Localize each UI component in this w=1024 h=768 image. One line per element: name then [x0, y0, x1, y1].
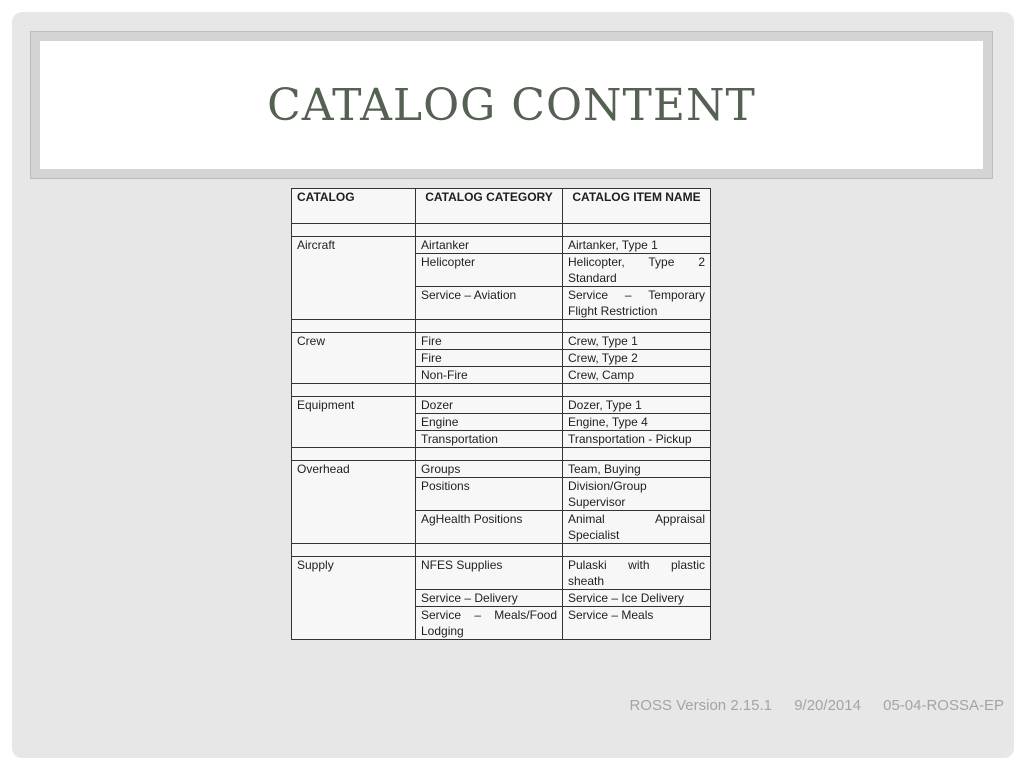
spacer-cell	[416, 448, 563, 461]
table-row	[292, 333, 711, 350]
category-cell: AgHealth Positions	[416, 511, 563, 544]
spacer-cell	[416, 544, 563, 557]
item-name-cell: Pulaski with plastic sheath	[563, 557, 711, 590]
spacer-cell	[563, 544, 711, 557]
spacer-cell	[292, 544, 416, 557]
item-name-cell: Airtanker, Type 1	[563, 237, 711, 254]
category-cell: Helicopter	[416, 254, 563, 287]
item-name-cell: Dozer, Type 1	[563, 397, 711, 414]
table-row	[292, 237, 711, 254]
category-cell: Service – Meals/Food Lodging	[416, 607, 563, 640]
item-name-cell: Engine, Type 4	[563, 414, 711, 431]
category-cell: Groups	[416, 461, 563, 478]
category-cell: Dozer	[416, 397, 563, 414]
category-cell: Airtanker	[416, 237, 563, 254]
table-spacer-row	[292, 544, 711, 557]
table-spacer-row	[292, 320, 711, 333]
catalog-table	[291, 188, 711, 640]
header-catalog-item-name: CATALOG ITEM NAME	[563, 189, 711, 224]
title-box	[40, 41, 983, 169]
table-spacer-row	[292, 224, 711, 237]
spacer-cell	[416, 320, 563, 333]
item-name-cell: Crew, Type 2	[563, 350, 711, 367]
spacer-cell	[292, 320, 416, 333]
catalog-table-body	[292, 224, 711, 640]
item-name-cell: Service – Temporary Flight Restriction	[563, 287, 711, 320]
header-catalog: CATALOG	[292, 189, 416, 224]
item-name-cell: Crew, Type 1	[563, 333, 711, 350]
spacer-cell	[292, 224, 416, 237]
category-cell: Transportation	[416, 431, 563, 448]
spacer-cell	[416, 224, 563, 237]
item-name-cell: Transportation - Pickup	[563, 431, 711, 448]
item-name-cell: Division/Group Supervisor	[563, 478, 711, 511]
item-name-cell: Team, Buying	[563, 461, 711, 478]
category-cell: Fire	[416, 333, 563, 350]
category-cell: Service – Aviation	[416, 287, 563, 320]
spacer-cell	[292, 448, 416, 461]
catalog-cell: Supply	[292, 557, 416, 640]
catalog-cell: Equipment	[292, 397, 416, 448]
footer-code: 05-04-ROSSA-EP	[883, 697, 1004, 714]
item-name-cell: Helicopter, Type 2 Standard	[563, 254, 711, 287]
header-catalog-category: CATALOG CATEGORY	[416, 189, 563, 224]
category-cell: Engine	[416, 414, 563, 431]
table-header-row	[292, 189, 711, 224]
category-cell: Fire	[416, 350, 563, 367]
catalog-cell: Overhead	[292, 461, 416, 544]
table-spacer-row	[292, 384, 711, 397]
spacer-cell	[563, 320, 711, 333]
table-row	[292, 397, 711, 414]
table-spacer-row	[292, 448, 711, 461]
spacer-cell	[563, 384, 711, 397]
item-name-cell: Animal Appraisal Specialist	[563, 511, 711, 544]
item-name-cell: Service – Meals	[563, 607, 711, 640]
category-cell: Positions	[416, 478, 563, 511]
spacer-cell	[416, 384, 563, 397]
item-name-cell: Service – Ice Delivery	[563, 590, 711, 607]
spacer-cell	[563, 224, 711, 237]
category-cell: NFES Supplies	[416, 557, 563, 590]
category-cell: Non-Fire	[416, 367, 563, 384]
title-frame	[30, 31, 993, 179]
category-cell: Service – Delivery	[416, 590, 563, 607]
table-row	[292, 461, 711, 478]
footer	[611, 697, 1004, 714]
footer-date: 9/20/2014	[794, 697, 861, 714]
catalog-cell: Crew	[292, 333, 416, 384]
catalog-cell: Aircraft	[292, 237, 416, 320]
item-name-cell: Crew, Camp	[563, 367, 711, 384]
catalog-table-container	[291, 188, 710, 640]
spacer-cell	[292, 384, 416, 397]
spacer-cell	[563, 448, 711, 461]
slide-title: CATALOG CONTENT	[267, 79, 756, 131]
table-row	[292, 557, 711, 590]
footer-product-version: ROSS Version 2.15.1	[629, 697, 773, 714]
